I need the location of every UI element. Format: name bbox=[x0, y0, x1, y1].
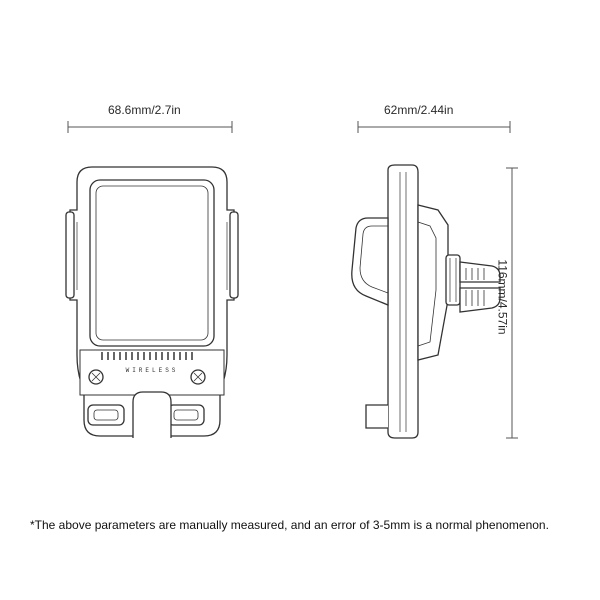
screw-right-icon bbox=[191, 370, 205, 384]
side-width-dimension-line bbox=[358, 121, 510, 133]
front-width-label: 68.6mm/2.7in bbox=[108, 103, 181, 117]
side-width-label: 62mm/2.44in bbox=[384, 103, 454, 117]
height-label: 116mm/4.57in bbox=[495, 259, 510, 335]
wireless-engraving: WIRELESS bbox=[125, 367, 179, 374]
screw-left-icon bbox=[89, 370, 103, 384]
side-view bbox=[352, 165, 500, 438]
measurement-footnote: *The above parameters are manually measured, and an error of 3-5mm is a normal phenomenon. bbox=[30, 518, 549, 532]
front-view bbox=[66, 167, 238, 438]
front-width-dimension-line bbox=[68, 121, 232, 133]
